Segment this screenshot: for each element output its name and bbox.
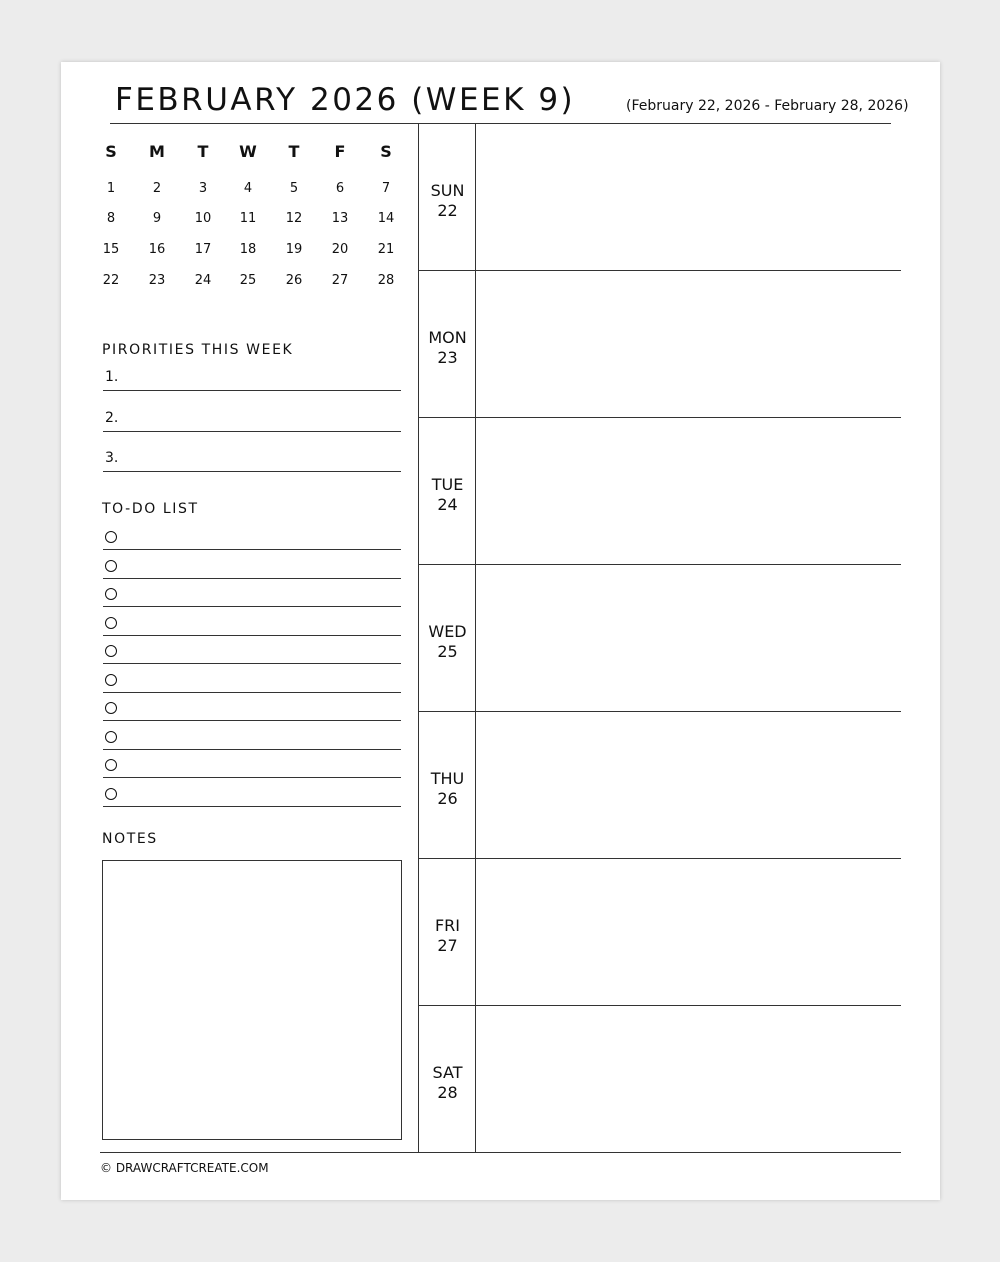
calendar-day: 3 bbox=[198, 181, 208, 196]
todo-line[interactable] bbox=[103, 549, 401, 550]
calendar-day: 1 bbox=[106, 181, 116, 196]
calendar-day: 19 bbox=[285, 242, 303, 257]
calendar-day: 18 bbox=[239, 242, 257, 257]
weekday-fri: F bbox=[334, 142, 346, 161]
day-name-mon: MON bbox=[428, 328, 467, 347]
day-name-sat: SAT bbox=[432, 1063, 463, 1082]
priority-3-line[interactable] bbox=[103, 471, 401, 472]
calendar-day: 17 bbox=[194, 242, 212, 257]
todo-checkbox-circle[interactable] bbox=[105, 560, 117, 572]
priority-2-line[interactable] bbox=[103, 431, 401, 432]
calendar-day: 16 bbox=[148, 242, 166, 257]
calendar-day: 25 bbox=[239, 273, 257, 288]
calendar-day: 7 bbox=[381, 181, 391, 196]
day-name-sun: SUN bbox=[430, 181, 465, 200]
calendar-day: 22 bbox=[102, 273, 120, 288]
day-name-thu: THU bbox=[430, 769, 465, 788]
priority-1-number: 1. bbox=[105, 369, 119, 385]
priorities-heading: PIRORITIES THIS WEEK bbox=[102, 342, 294, 358]
todo-checkbox-circle[interactable] bbox=[105, 588, 117, 600]
day-writing-area[interactable] bbox=[476, 1006, 901, 1151]
weekday-wed: W bbox=[239, 142, 257, 161]
calendar-day: 26 bbox=[285, 273, 303, 288]
calendar-day: 28 bbox=[377, 273, 395, 288]
todo-checkbox-circle[interactable] bbox=[105, 645, 117, 657]
calendar-day: 14 bbox=[377, 211, 395, 226]
calendar-day: 12 bbox=[285, 211, 303, 226]
todo-checkbox-circle[interactable] bbox=[105, 674, 117, 686]
calendar-day: 10 bbox=[194, 211, 212, 226]
priority-3-number: 3. bbox=[105, 450, 119, 466]
weekday-mon: M bbox=[149, 142, 165, 161]
notes-heading: NOTES bbox=[102, 831, 158, 847]
day-name-fri: FRI bbox=[434, 916, 461, 935]
weekday-sat: S bbox=[380, 142, 392, 161]
calendar-day: 11 bbox=[239, 211, 257, 226]
day-writing-area[interactable] bbox=[476, 712, 901, 857]
left-column-divider bbox=[418, 123, 419, 1152]
page-title: FEBRUARY 2026 (WEEK 9) bbox=[115, 82, 576, 118]
day-name-tue: TUE bbox=[431, 475, 464, 494]
day-writing-area[interactable] bbox=[476, 418, 901, 563]
priority-1-line[interactable] bbox=[103, 390, 401, 391]
notes-box[interactable] bbox=[102, 860, 402, 1140]
footer-credit: © DRAWCRAFTCREATE.COM bbox=[100, 1161, 269, 1175]
day-writing-area[interactable] bbox=[476, 565, 901, 710]
todo-checkbox-circle[interactable] bbox=[105, 759, 117, 771]
calendar-day: 15 bbox=[102, 242, 120, 257]
weekday-tue: T bbox=[197, 142, 209, 161]
todo-line[interactable] bbox=[103, 806, 401, 807]
todo-line[interactable] bbox=[103, 749, 401, 750]
todo-line[interactable] bbox=[103, 663, 401, 664]
calendar-day: 13 bbox=[331, 211, 349, 226]
todo-heading: TO-DO LIST bbox=[102, 501, 199, 517]
day-date: 22 bbox=[437, 201, 458, 220]
bottom-rule bbox=[100, 1152, 901, 1153]
priority-2-number: 2. bbox=[105, 410, 119, 426]
day-writing-area[interactable] bbox=[476, 271, 901, 416]
todo-checkbox-circle[interactable] bbox=[105, 731, 117, 743]
todo-line[interactable] bbox=[103, 777, 401, 778]
weekday-thu: T bbox=[288, 142, 300, 161]
calendar-day: 4 bbox=[243, 181, 253, 196]
todo-line[interactable] bbox=[103, 692, 401, 693]
day-date: 26 bbox=[437, 789, 458, 808]
calendar-day: 5 bbox=[289, 181, 299, 196]
weekday-sun: S bbox=[105, 142, 117, 161]
calendar-day: 21 bbox=[377, 242, 395, 257]
todo-checkbox-circle[interactable] bbox=[105, 702, 117, 714]
todo-line[interactable] bbox=[103, 635, 401, 636]
calendar-day: 8 bbox=[106, 211, 116, 226]
calendar-day: 27 bbox=[331, 273, 349, 288]
todo-line[interactable] bbox=[103, 606, 401, 607]
todo-checkbox-circle[interactable] bbox=[105, 617, 117, 629]
day-date: 27 bbox=[437, 936, 458, 955]
day-date: 25 bbox=[437, 642, 458, 661]
calendar-day: 24 bbox=[194, 273, 212, 288]
day-writing-area[interactable] bbox=[476, 859, 901, 1004]
todo-line[interactable] bbox=[103, 720, 401, 721]
calendar-day: 23 bbox=[148, 273, 166, 288]
calendar-day: 2 bbox=[152, 181, 162, 196]
day-writing-area[interactable] bbox=[476, 124, 901, 269]
todo-checkbox-circle[interactable] bbox=[105, 531, 117, 543]
day-date: 24 bbox=[437, 495, 458, 514]
calendar-day: 6 bbox=[335, 181, 345, 196]
day-name-wed: WED bbox=[428, 622, 467, 641]
calendar-day: 20 bbox=[331, 242, 349, 257]
todo-line[interactable] bbox=[103, 578, 401, 579]
date-range: (February 22, 2026 - February 28, 2026) bbox=[626, 98, 909, 114]
day-date: 28 bbox=[437, 1083, 458, 1102]
day-date: 23 bbox=[437, 348, 458, 367]
todo-checkbox-circle[interactable] bbox=[105, 788, 117, 800]
calendar-day: 9 bbox=[152, 211, 162, 226]
